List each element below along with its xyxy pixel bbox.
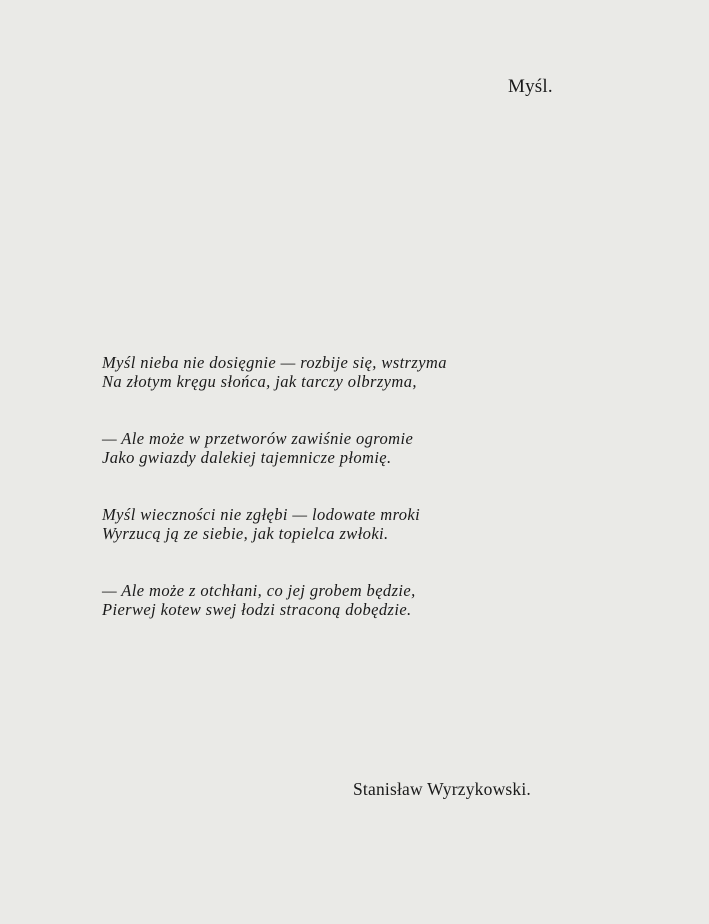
verse-line: Na złotym kręgu słońca, jak tarczy olbrzyma,: [102, 371, 417, 391]
verse-line: Jako gwiazdy dalekiej tajemnicze płomię.: [102, 447, 392, 467]
verse-line: Pierwej kotew swej łodzi straconą dobędzie.: [102, 599, 412, 619]
verse-line: Myśl nieba nie dosięgnie — rozbije się, wstrzyma: [102, 353, 447, 372]
verse-line: — Ale może w przetworów zawiśnie ogromie: [102, 429, 414, 448]
stanza-4: [102, 582, 502, 619]
poem-title: Myśl.: [508, 76, 553, 97]
author-signature: Stanisław Wyrzykowski.: [353, 779, 532, 799]
stanza-3: [102, 506, 502, 543]
poem-body: [102, 354, 502, 658]
verse-line: Wyrzucą ją ze siebie, jak topielca zwłoki.: [102, 523, 389, 543]
stanza-2: [102, 430, 502, 467]
verse-line: — Ale może z otchłani, co jej grobem będzie,: [102, 581, 416, 600]
verse-line: Myśl wieczności nie zgłębi — lodowate mroki: [102, 505, 421, 524]
stanza-1: [102, 354, 502, 391]
